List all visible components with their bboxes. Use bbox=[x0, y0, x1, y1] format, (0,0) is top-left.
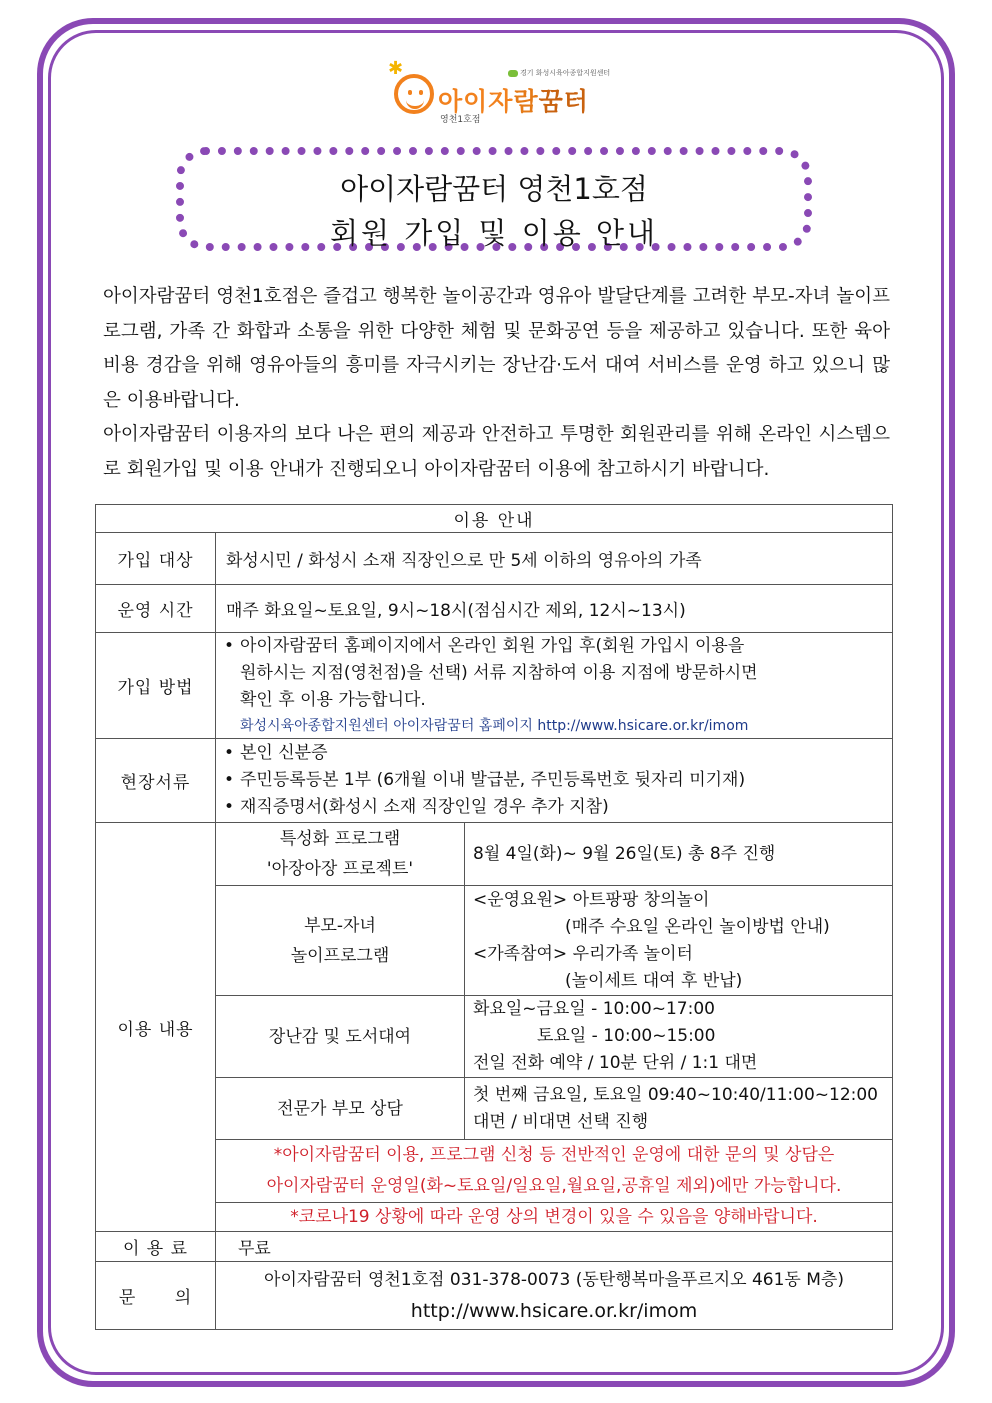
usage-label: 이용 내용 bbox=[96, 823, 216, 1232]
method-line-1: • 아이자람꿈터 홈페이지에서 온라인 회원 가입 후(회원 가입시 이용을 bbox=[216, 633, 892, 660]
contact-value: 아이자람꿈터 영천1호점 031-378-0073 (동탄행복마을푸르지오 461동 M층) http://www.hsicare.or.kr/imom bbox=[216, 1262, 893, 1330]
counseling-detail: 첫 번째 금요일, 토요일 09:40~10:40/11:00~12:00 대면 / 비대면 선택 진행 bbox=[465, 1078, 893, 1140]
title-box bbox=[176, 147, 812, 251]
logo-name: 아이자람꿈터 bbox=[438, 87, 589, 116]
logo-branch: 영천1호점 bbox=[440, 115, 481, 125]
hours-label: 운영 시간 bbox=[96, 585, 216, 633]
covid-notice: *코로나19 상황에 따라 운영 상의 변경이 있을 수 있음을 양해바랍니다. bbox=[216, 1203, 893, 1232]
doc-item: • 재직증명서(화성시 소재 직장인일 경우 추가 지참) bbox=[216, 794, 892, 821]
toy-book-rental-detail: 화요일~금요일 - 10:00~17:00 토요일 - 10:00~15:00 전일 전화 예약 / 10분 단위 / 1:1 대면 bbox=[465, 996, 893, 1078]
toy-book-rental-name: 장난감 및 도서대여 bbox=[216, 996, 465, 1078]
contact-label: 문 의 bbox=[96, 1262, 216, 1330]
title-line-2: 회원 가입 및 이용 안내 bbox=[330, 216, 658, 250]
doc-item: • 주민등록등본 1부 (6개월 이내 발급분, 주민등록번호 뒷자리 미기재) bbox=[216, 767, 892, 794]
intro-text bbox=[103, 280, 890, 487]
method-value bbox=[216, 633, 893, 739]
title-line-1: 아이자람꿈터 영천1호점 bbox=[340, 172, 648, 206]
logo-org: 경기 화성시육아종합지원센터 bbox=[508, 68, 610, 78]
table-header: 이용 안내 bbox=[96, 505, 893, 533]
inquiry-notice: *아이자람꿈터 이용, 프로그램 신청 등 전반적인 운영에 대한 문의 및 상담은 아이자람꿈터 운영일(화~토요일/일요일,월요일,공휴일 제외)에만 가능합니다. bbox=[216, 1140, 893, 1203]
method-line-2: 원하시는 지점(영천점)을 선택) 서류 지참하여 이용 지점에 방문하시면 bbox=[240, 663, 758, 683]
method-line-3: 확인 후 이용 가능합니다. bbox=[240, 690, 426, 710]
star-icon: ✱ bbox=[388, 58, 404, 79]
special-program-name: 특성화 프로그램 '아장아장 프로젝트' bbox=[216, 823, 465, 886]
doc-item: • 본인 신분증 bbox=[216, 740, 892, 767]
contact-url[interactable]: http://www.hsicare.or.kr/imom bbox=[410, 1299, 698, 1322]
parent-child-program-name: 부모-자녀 놀이프로그램 bbox=[216, 886, 465, 996]
method-label: 가입 방법 bbox=[96, 633, 216, 739]
target-label: 가입 대상 bbox=[96, 533, 216, 585]
hours-value: 매주 화요일~토요일, 9시~18시(점심시간 제외, 12시~13시) bbox=[216, 585, 893, 633]
child-face-icon bbox=[394, 74, 434, 114]
intro-paragraph-1: 아이자람꿈터 영천1호점은 즐겁고 행복한 놀이공간과 영유아 발달단계를 고려한 부모-자녀 놀이프로그램, 가족 간 화합과 소통을 위한 다양한 체험 및 문화공연 등을 제공하고 있습니다. 또한 육아비용 경감을 위해 영유아들의 흥미를 자극시키는 장난감·도서 대여 서비스를 운영 하고 있으니 많은 이용바랍니다. bbox=[103, 286, 890, 411]
fee-value: 무료 bbox=[216, 1232, 893, 1262]
target-value: 화성시민 / 화성시 소재 직장인으로 만 5세 이하의 영유아의 가족 bbox=[216, 533, 893, 585]
fee-label: 이 용 료 bbox=[96, 1232, 216, 1262]
homepage-link[interactable]: 화성시육아종합지원센터 아이자람꿈터 홈페이지 http://www.hsicare.or.kr/imom bbox=[240, 718, 749, 734]
parent-child-program-detail: <운영요원> 아트팡팡 창의놀이 (매주 수요일 온라인 놀이방법 안내) <가족참여> 우리가족 놀이터 (놀이세트 대여 후 반납) bbox=[465, 886, 893, 996]
usage-info-table bbox=[95, 504, 893, 1330]
special-program-detail: 8월 4일(화)~ 9월 26일(토) 총 8주 진행 bbox=[465, 823, 893, 886]
docs-label: 현장서류 bbox=[96, 739, 216, 823]
intro-paragraph-2: 아이자람꿈터 이용자의 보다 나은 편의 제공과 안전하고 투명한 회원관리를 위해 온라인 시스템으로 회원가입 및 이용 안내가 진행되오니 아이자람꿈터 이용에 참고하시기 바랍니다. bbox=[103, 424, 890, 480]
docs-value bbox=[216, 739, 893, 823]
brand-logo bbox=[388, 58, 618, 132]
counseling-name: 전문가 부모 상담 bbox=[216, 1078, 465, 1140]
